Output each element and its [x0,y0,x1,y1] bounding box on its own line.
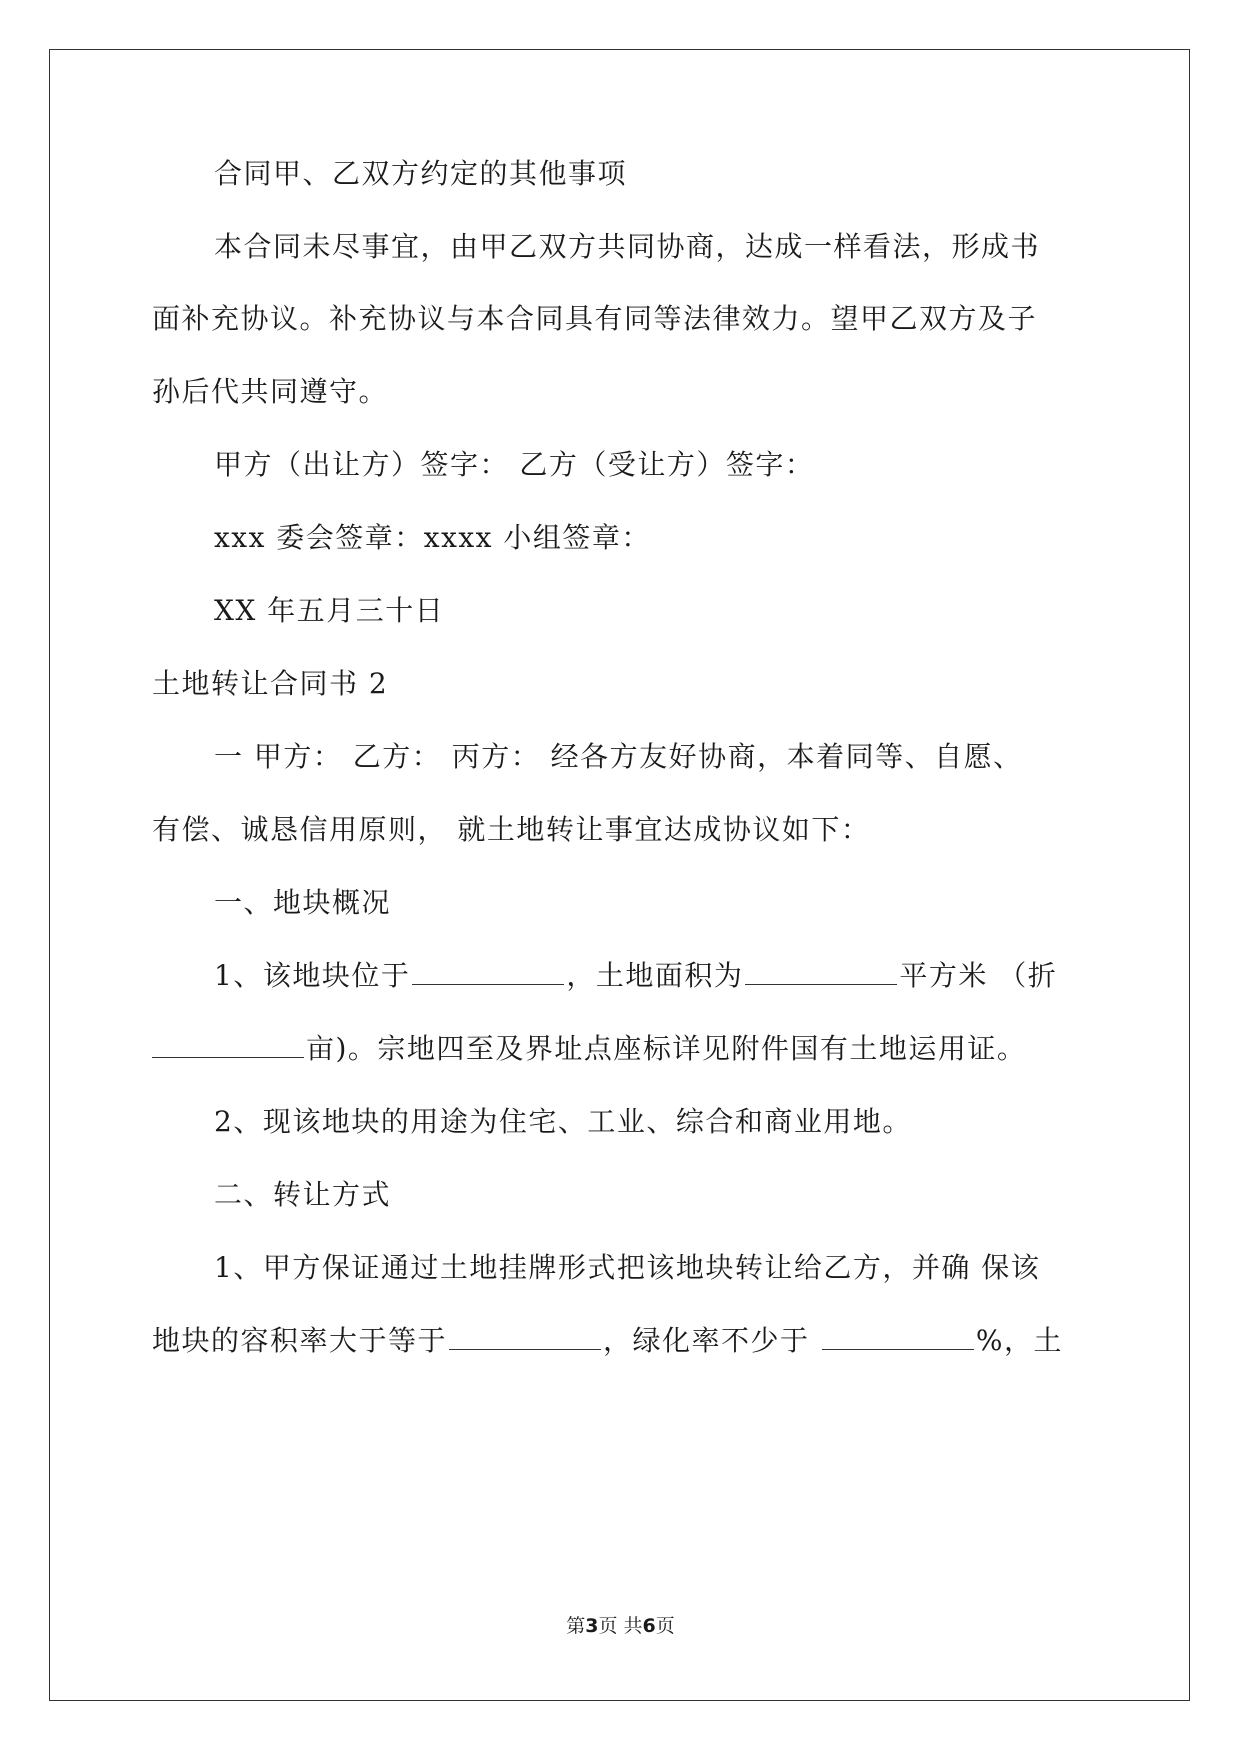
mu-blank [152,1031,304,1058]
paragraph-other-matters: 合同甲、乙双方约定的其他事项 [214,157,628,190]
item-location-label: 1、该地块位于 [214,959,411,992]
section-heading-transfer-method: 二、转让方式 [214,1178,392,1211]
date-line: XX 年五月三十日 [214,594,445,627]
paragraph-supplement-line2: 面补充协议。补充协议与本合同具有同等法律效力。望甲乙双方及子 [152,302,1038,335]
parties-intro-line1: 一 甲方： 乙方： 丙方： 经各方友好协商，本着同等、自愿、 [214,740,1023,773]
item-green-ratio-unit: %，土 [975,1324,1064,1357]
section-heading-plot-overview: 一、地块概况 [214,886,392,919]
page-mid: 页 共 [598,1615,643,1637]
location-blank [412,958,564,985]
page-current: 3 [585,1615,599,1637]
item-land-use: 2、现该地块的用途为住宅、工业、综合和商业用地。 [214,1105,912,1138]
paragraph-supplement-line1: 本合同未尽事宜，由甲乙双方共同协商，达成一样看法，形成书 [214,230,1041,263]
area-blank [745,958,897,985]
item-transfer-line2 [152,1321,1063,1361]
item-area-label: ，土地面积为 [566,959,744,992]
page-border [49,49,1190,1701]
contract-title-2: 土地转让合同书 2 [152,667,389,700]
page-footer [0,1614,1241,1638]
parties-intro-line2: 有偿、诚恳信用原则， 就土地转让事宜达成协议如下： [152,813,871,846]
page-total: 6 [642,1615,656,1637]
paragraph-supplement-line3: 孙后代共同遵守。 [152,375,389,408]
green-ratio-blank [822,1323,974,1350]
item-green-ratio-label: ，绿化率不少于 [603,1324,820,1357]
page-suffix: 页 [655,1615,675,1637]
item-plot-ratio-label: 地块的容积率大于等于 [152,1324,448,1357]
item-area-unit: 平方米 （折 [899,959,1058,992]
signature-line-parties: 甲方（出让方）签字： 乙方（受让方）签字： [214,448,815,481]
item-location-line [214,956,1057,996]
page-prefix: 第 [566,1615,586,1637]
item-mu-text: 亩)。宗地四至及界址点座标详见附件国有土地运用证。 [306,1032,1027,1065]
plot-ratio-blank [449,1323,601,1350]
signature-line-seals: xxx 委会签章：xxxx 小组签章： [214,521,651,554]
item-mu-line [152,1029,1026,1069]
item-transfer-line1: 1、甲方保证通过土地挂牌形式把该地块转让给乙方，并确 保该 [214,1251,1041,1284]
